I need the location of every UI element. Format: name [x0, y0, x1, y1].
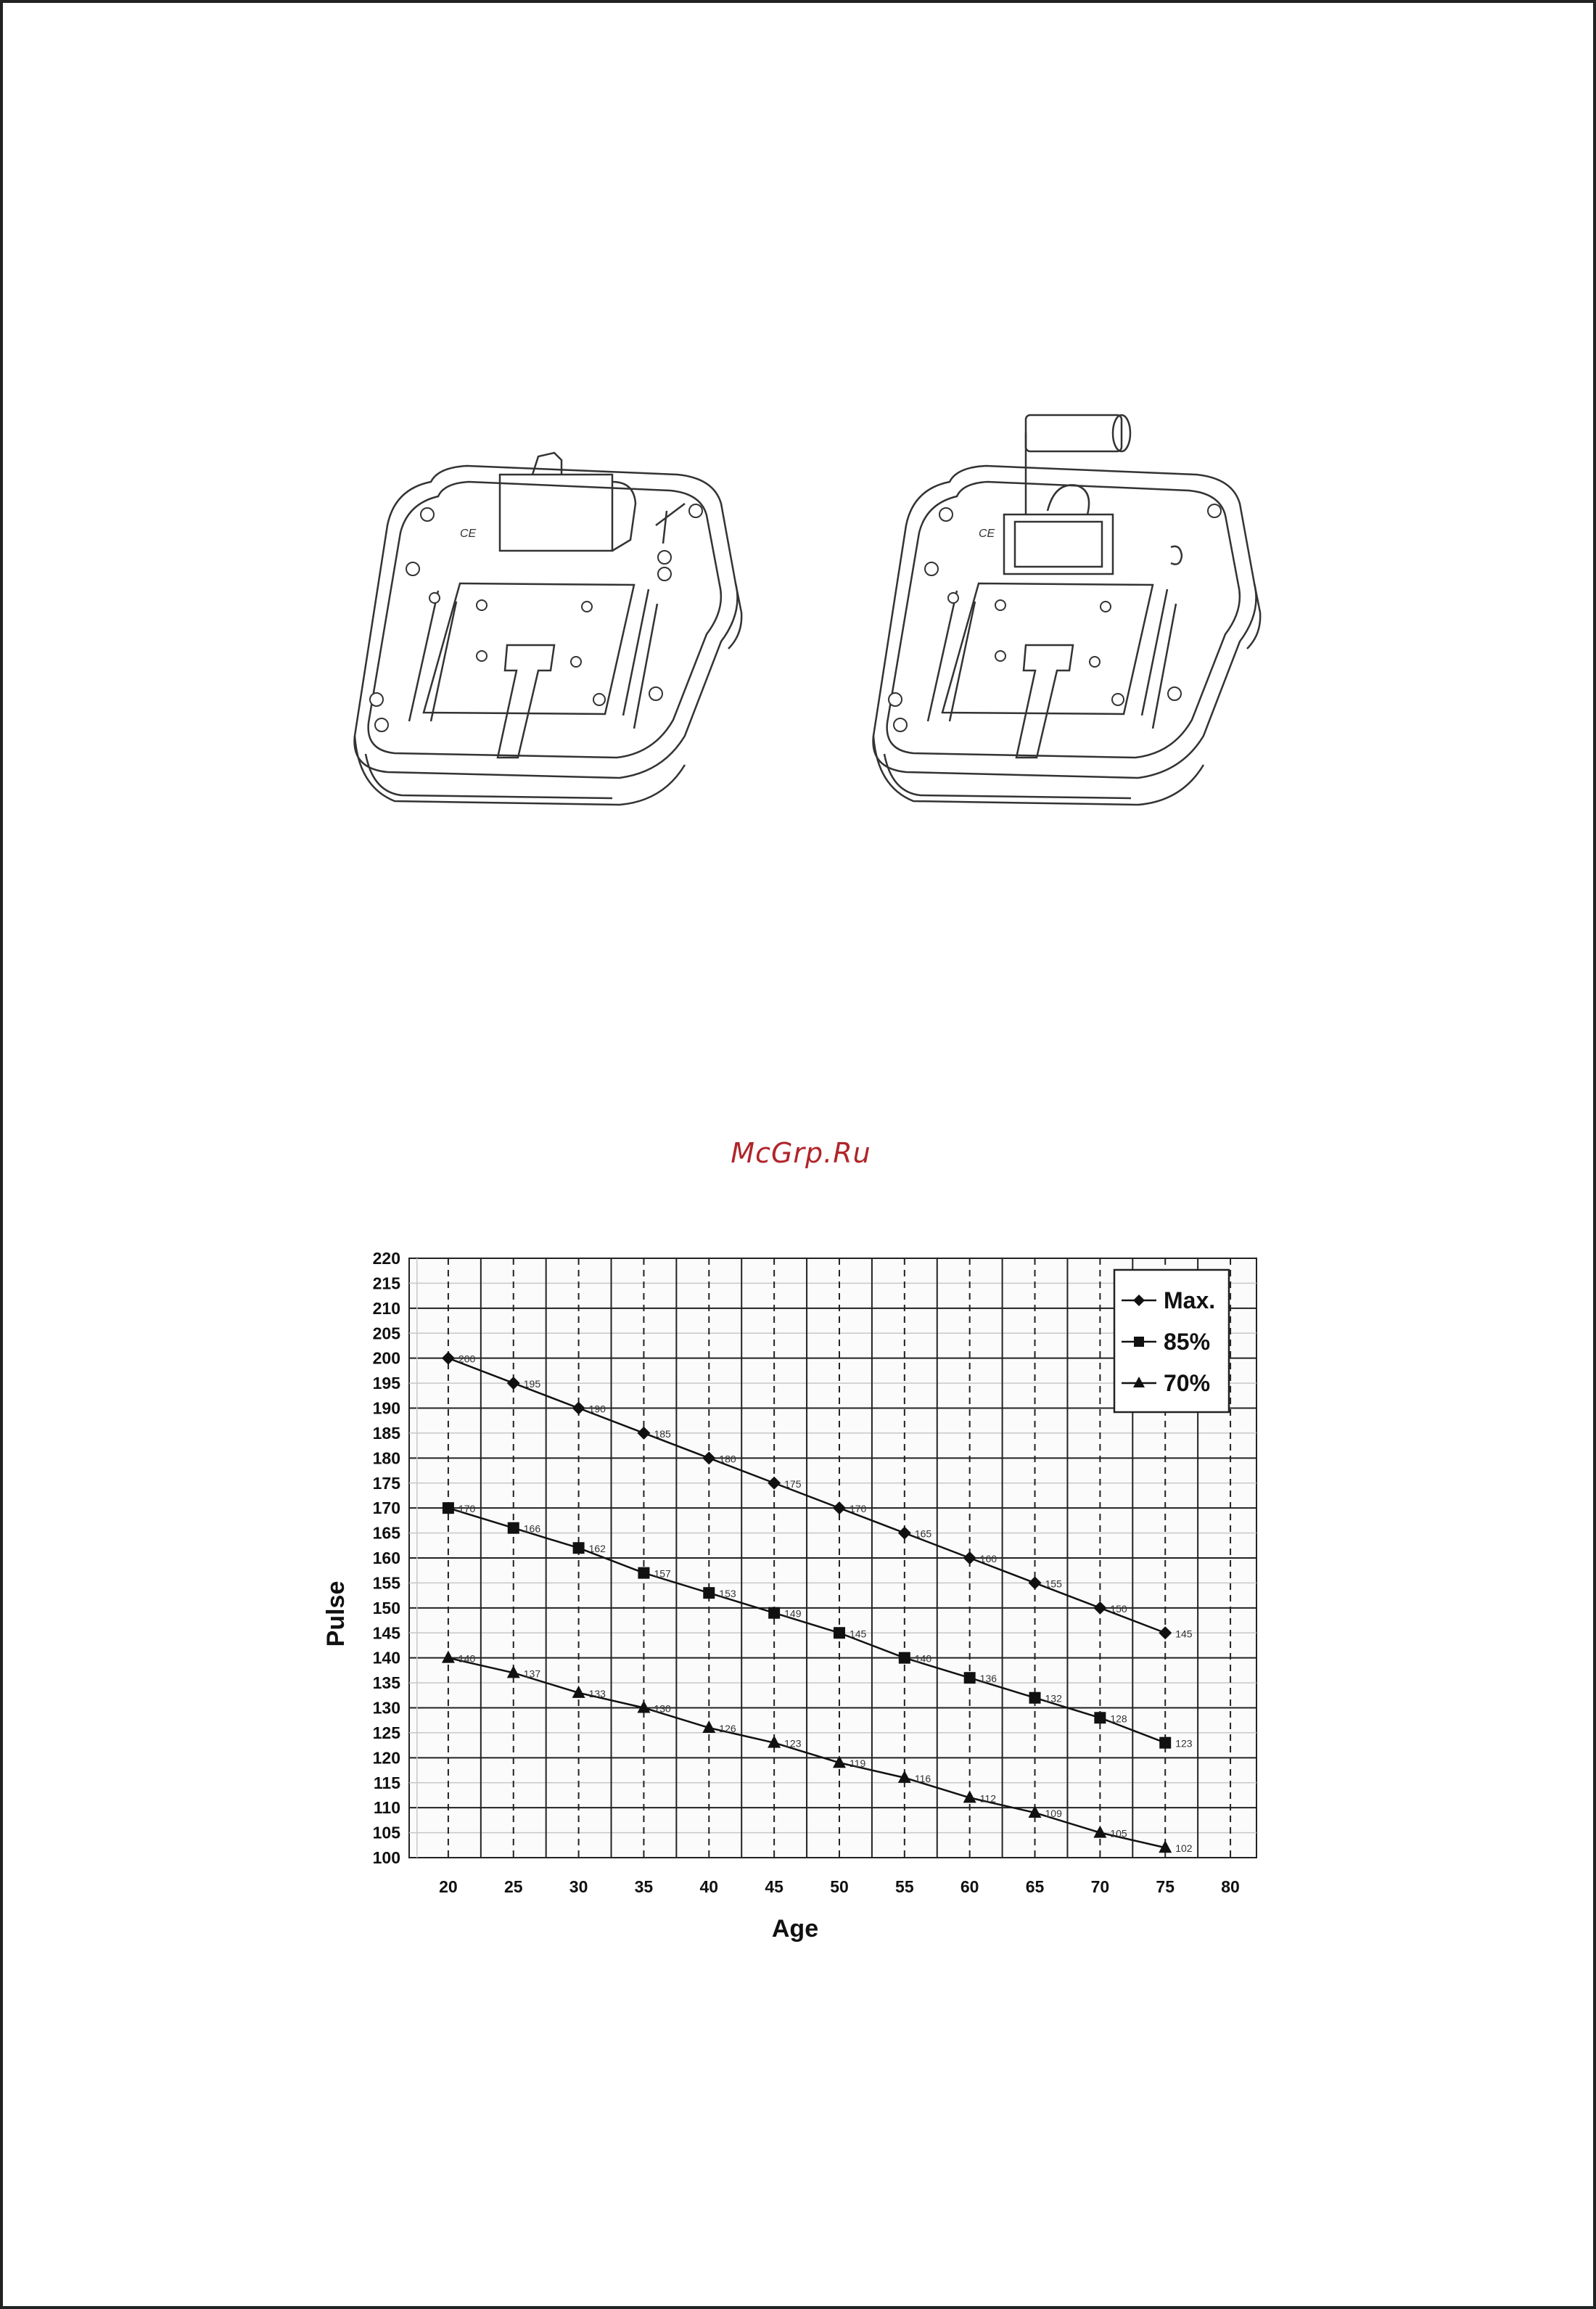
data-label: 102 [1175, 1842, 1193, 1855]
x-tick-label: 25 [503, 1877, 523, 1896]
y-tick-label: 175 [372, 1473, 400, 1493]
data-label: 123 [1175, 1737, 1193, 1750]
y-tick-label: 170 [372, 1498, 400, 1518]
data-label: 119 [849, 1758, 866, 1770]
y-tick-label: 140 [372, 1648, 400, 1668]
ce-mark: CE [979, 528, 995, 540]
y-tick-label: 185 [372, 1423, 400, 1443]
data-label: 126 [719, 1723, 736, 1735]
data-label: 180 [719, 1453, 736, 1465]
y-tick-label: 200 [372, 1348, 400, 1368]
data-label: 112 [979, 1792, 997, 1805]
y-tick-label: 125 [372, 1723, 400, 1742]
data-label: 155 [1045, 1578, 1062, 1590]
y-tick-label: 130 [372, 1698, 400, 1718]
data-label: 165 [914, 1527, 932, 1540]
data-label: 128 [1110, 1713, 1127, 1725]
data-point [899, 1652, 910, 1664]
x-tick-label: 30 [569, 1877, 588, 1896]
y-tick-label: 135 [372, 1673, 400, 1693]
y-tick-label: 220 [372, 1249, 400, 1268]
x-tick-label: 70 [1090, 1877, 1110, 1896]
data-label: 162 [588, 1543, 606, 1555]
data-label: 136 [979, 1673, 998, 1685]
battery-inserted-illustration [863, 395, 1283, 830]
y-tick-label: 190 [372, 1398, 400, 1418]
data-point [834, 1627, 845, 1639]
data-label: 153 [719, 1588, 736, 1600]
y-tick-label: 165 [372, 1523, 400, 1543]
data-point [1159, 1737, 1171, 1749]
data-label: 145 [849, 1628, 867, 1640]
data-label: 140 [458, 1652, 476, 1665]
legend-label: 85% [1164, 1329, 1211, 1355]
x-tick-label: 75 [1156, 1877, 1175, 1896]
data-label: 123 [784, 1737, 802, 1750]
x-tick-label: 40 [699, 1877, 719, 1896]
data-label: 105 [1110, 1827, 1127, 1840]
data-label: 145 [1175, 1628, 1193, 1640]
legend-label: Max. [1164, 1287, 1216, 1313]
data-label: 200 [458, 1353, 476, 1365]
chart-legend [1114, 1270, 1229, 1412]
data-label: 195 [523, 1378, 541, 1390]
y-tick-label: 155 [372, 1573, 400, 1593]
x-tick-label: 55 [895, 1877, 914, 1896]
data-point [573, 1542, 585, 1554]
x-tick-label: 60 [960, 1877, 979, 1896]
y-tick-label: 100 [372, 1848, 400, 1867]
data-point [964, 1672, 976, 1683]
data-label: 170 [849, 1503, 867, 1515]
data-label: 160 [979, 1553, 998, 1564]
pulse-age-chart [308, 1236, 1280, 1962]
x-tick-label: 80 [1221, 1877, 1240, 1896]
x-tick-label: 45 [765, 1877, 783, 1896]
data-point [768, 1607, 780, 1619]
y-tick-label: 160 [372, 1549, 400, 1567]
data-label: 133 [588, 1687, 606, 1699]
data-label: 116 [914, 1772, 931, 1784]
y-tick-label: 215 [372, 1274, 400, 1293]
data-label: 109 [1045, 1808, 1062, 1820]
data-label: 150 [1110, 1602, 1127, 1615]
battery-cover-closed-illustration [344, 395, 765, 830]
data-label: 190 [588, 1403, 606, 1415]
y-axis-title: Pulse [322, 1580, 350, 1647]
data-label: 149 [784, 1607, 802, 1620]
y-tick-label: 110 [373, 1798, 400, 1818]
data-label: 175 [784, 1477, 802, 1490]
y-tick-label: 205 [372, 1324, 400, 1343]
data-label: 132 [1045, 1692, 1062, 1705]
y-tick-label: 115 [373, 1773, 400, 1792]
data-label: 166 [523, 1522, 541, 1535]
legend-marker [1134, 1337, 1144, 1347]
y-tick-label: 195 [372, 1374, 400, 1393]
data-point [703, 1587, 715, 1599]
y-tick-label: 105 [372, 1823, 400, 1842]
x-tick-label: 20 [439, 1877, 458, 1896]
y-tick-label: 120 [372, 1748, 400, 1768]
data-label: 130 [654, 1702, 671, 1715]
watermark: McGrp.Ru [731, 1137, 871, 1169]
data-label: 185 [654, 1427, 671, 1440]
data-label: 157 [654, 1567, 671, 1580]
data-point [1029, 1692, 1041, 1704]
x-tick-label: 65 [1025, 1877, 1045, 1896]
data-point [508, 1522, 519, 1534]
y-tick-label: 145 [372, 1623, 400, 1643]
ce-mark: CE [460, 528, 477, 540]
data-label: 170 [458, 1503, 476, 1515]
x-tick-label: 50 [830, 1877, 849, 1896]
data-label: 140 [914, 1652, 932, 1665]
data-point [1094, 1712, 1106, 1723]
data-point [443, 1502, 454, 1514]
data-label: 137 [523, 1668, 541, 1680]
legend-label: 70% [1164, 1370, 1211, 1396]
x-tick-label: 35 [634, 1877, 654, 1896]
data-point [638, 1567, 649, 1579]
y-tick-label: 150 [372, 1598, 400, 1617]
y-tick-label: 210 [372, 1298, 400, 1318]
y-tick-label: 180 [372, 1448, 400, 1468]
x-axis-title: Age [771, 1915, 819, 1943]
